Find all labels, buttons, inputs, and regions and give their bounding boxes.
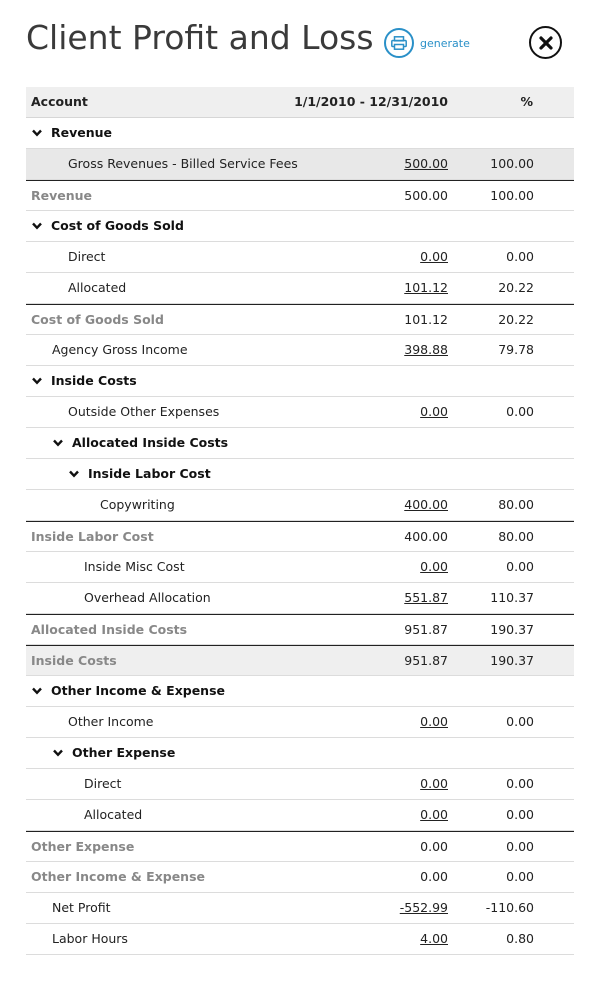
account-label: Allocated xyxy=(84,807,143,822)
column-header-percent: % xyxy=(520,94,533,109)
percent-value: 100.00 xyxy=(490,156,534,171)
table-row xyxy=(26,583,574,614)
subtotal-row xyxy=(26,304,574,335)
amount-value[interactable]: 0.00 xyxy=(420,807,448,822)
percent-value: 20.22 xyxy=(498,280,534,295)
account-name[interactable] xyxy=(68,459,211,490)
account-name[interactable] xyxy=(31,211,184,242)
account-label: Inside Labor Cost xyxy=(31,529,154,544)
account-name xyxy=(31,646,117,677)
section-row[interactable] xyxy=(26,118,574,149)
amount-value: 951.87 xyxy=(404,622,448,637)
account-label: Revenue xyxy=(51,125,113,140)
percent-value: 80.00 xyxy=(498,497,534,512)
column-header-period: 1/1/2010 - 12/31/2010 xyxy=(294,94,448,109)
page-title: Client Profit and Loss xyxy=(26,18,374,57)
account-name xyxy=(31,615,187,646)
subtotal-row xyxy=(26,521,574,552)
percent-value: -110.60 xyxy=(485,900,534,915)
amount-value[interactable]: 500.00 xyxy=(404,156,448,171)
account-name xyxy=(31,522,154,553)
chevron-down-icon[interactable] xyxy=(52,749,64,757)
table-row xyxy=(26,707,574,738)
account-label: Copywriting xyxy=(100,497,175,512)
account-label: Direct xyxy=(68,249,106,264)
section-row[interactable] xyxy=(26,366,574,397)
chevron-down-icon[interactable] xyxy=(68,470,80,478)
account-label: Cost of Goods Sold xyxy=(51,218,184,233)
table-row xyxy=(26,149,574,180)
profit-loss-table xyxy=(26,87,574,955)
account-label: Net Profit xyxy=(52,900,111,915)
amount-value: 101.12 xyxy=(404,312,448,327)
amount-value[interactable]: 101.12 xyxy=(404,280,448,295)
subtotal-row xyxy=(26,645,574,676)
table-row xyxy=(26,397,574,428)
percent-value: 100.00 xyxy=(490,188,534,203)
section-row[interactable] xyxy=(26,738,574,769)
amount-value: 951.87 xyxy=(404,653,448,668)
account-label: Outside Other Expenses xyxy=(68,404,220,419)
amount-value[interactable]: 0.00 xyxy=(420,249,448,264)
account-name xyxy=(52,893,111,924)
amount-value[interactable]: 398.88 xyxy=(404,342,448,357)
table-row xyxy=(26,490,574,521)
account-name xyxy=(100,490,175,521)
account-name xyxy=(52,335,188,366)
close-button[interactable] xyxy=(529,26,562,59)
chevron-down-icon[interactable] xyxy=(31,687,43,695)
account-label: Gross Revenues - Billed Service Fees xyxy=(68,156,298,171)
account-label: Inside Costs xyxy=(31,653,117,668)
account-name xyxy=(68,273,126,304)
table-row xyxy=(26,924,574,955)
amount-value[interactable]: 0.00 xyxy=(420,714,448,729)
column-header-account: Account xyxy=(31,94,88,109)
amount-value[interactable]: 0.00 xyxy=(420,776,448,791)
percent-value: 0.00 xyxy=(506,404,534,419)
account-name xyxy=(84,552,185,583)
account-name xyxy=(68,707,153,738)
account-label: Other Income & Expense xyxy=(51,683,225,698)
percent-value: 0.00 xyxy=(506,776,534,791)
close-icon[interactable] xyxy=(539,36,553,50)
amount-value[interactable]: 0.00 xyxy=(420,404,448,419)
generate-label[interactable]: generate xyxy=(420,36,470,50)
account-name[interactable] xyxy=(52,428,228,459)
percent-value: 0.00 xyxy=(506,249,534,264)
table-row xyxy=(26,800,574,831)
account-name[interactable] xyxy=(31,366,137,397)
account-name xyxy=(68,149,298,180)
chevron-down-icon[interactable] xyxy=(31,129,43,137)
section-row[interactable] xyxy=(26,211,574,242)
percent-value: 0.00 xyxy=(506,807,534,822)
amount-value[interactable]: 400.00 xyxy=(404,497,448,512)
account-name xyxy=(68,242,105,273)
amount-value[interactable]: 551.87 xyxy=(404,590,448,605)
account-name[interactable] xyxy=(52,738,175,769)
account-name xyxy=(31,181,92,212)
percent-value: 80.00 xyxy=(498,529,534,544)
account-name xyxy=(31,862,205,893)
percent-value: 190.37 xyxy=(490,622,534,637)
table-header xyxy=(26,87,574,118)
generate-button[interactable] xyxy=(384,28,470,58)
percent-value: 0.00 xyxy=(506,839,534,854)
account-label: Other Income xyxy=(68,714,154,729)
account-name xyxy=(31,305,164,336)
account-label: Allocated Inside Costs xyxy=(72,435,229,450)
chevron-down-icon[interactable] xyxy=(52,439,64,447)
account-label: Revenue xyxy=(31,188,93,203)
account-label: Allocated Inside Costs xyxy=(31,622,188,637)
subtotal-row xyxy=(26,614,574,645)
section-row[interactable] xyxy=(26,428,574,459)
section-row[interactable] xyxy=(26,459,574,490)
percent-value: 190.37 xyxy=(490,653,534,668)
amount-value[interactable]: 4.00 xyxy=(420,931,448,946)
table-row xyxy=(26,335,574,366)
amount-value: 500.00 xyxy=(404,188,448,203)
printer-icon[interactable] xyxy=(384,28,414,58)
account-name xyxy=(84,583,211,614)
account-name[interactable] xyxy=(31,118,112,149)
table-row xyxy=(26,552,574,583)
amount-value: 0.00 xyxy=(420,869,448,884)
percent-value: 79.78 xyxy=(498,342,534,357)
table-row xyxy=(26,242,574,273)
account-name xyxy=(68,397,219,428)
amount-value: 0.00 xyxy=(420,839,448,854)
account-label: Cost of Goods Sold xyxy=(31,312,164,327)
account-name xyxy=(84,800,142,831)
account-name xyxy=(52,924,128,955)
account-label: Overhead Allocation xyxy=(84,590,211,605)
percent-value: 0.80 xyxy=(506,931,534,946)
account-name[interactable] xyxy=(31,676,225,707)
account-label: Direct xyxy=(84,776,122,791)
account-label: Other Expense xyxy=(72,745,176,760)
amount-value[interactable]: -552.99 xyxy=(399,900,448,915)
subtotal-row xyxy=(26,831,574,862)
percent-value: 20.22 xyxy=(498,312,534,327)
amount-value[interactable]: 0.00 xyxy=(420,559,448,574)
subtotal-row xyxy=(26,180,574,211)
percent-value: 110.37 xyxy=(490,590,534,605)
percent-value: 0.00 xyxy=(506,559,534,574)
chevron-down-icon[interactable] xyxy=(31,377,43,385)
table-row xyxy=(26,769,574,800)
table-row xyxy=(26,893,574,924)
account-label: Inside Costs xyxy=(51,373,137,388)
table-row xyxy=(26,273,574,304)
account-name xyxy=(31,832,134,863)
account-label: Other Income & Expense xyxy=(31,869,205,884)
account-label: Inside Misc Cost xyxy=(84,559,185,574)
percent-value: 0.00 xyxy=(506,869,534,884)
account-name xyxy=(84,769,121,800)
amount-value: 400.00 xyxy=(404,529,448,544)
account-label: Labor Hours xyxy=(52,931,128,946)
account-label: Allocated xyxy=(68,280,127,295)
account-label: Agency Gross Income xyxy=(52,342,188,357)
section-row[interactable] xyxy=(26,676,574,707)
percent-value: 0.00 xyxy=(506,714,534,729)
chevron-down-icon[interactable] xyxy=(31,222,43,230)
account-label: Inside Labor Cost xyxy=(88,466,211,481)
subtotal-row xyxy=(26,862,574,893)
account-label: Other Expense xyxy=(31,839,135,854)
